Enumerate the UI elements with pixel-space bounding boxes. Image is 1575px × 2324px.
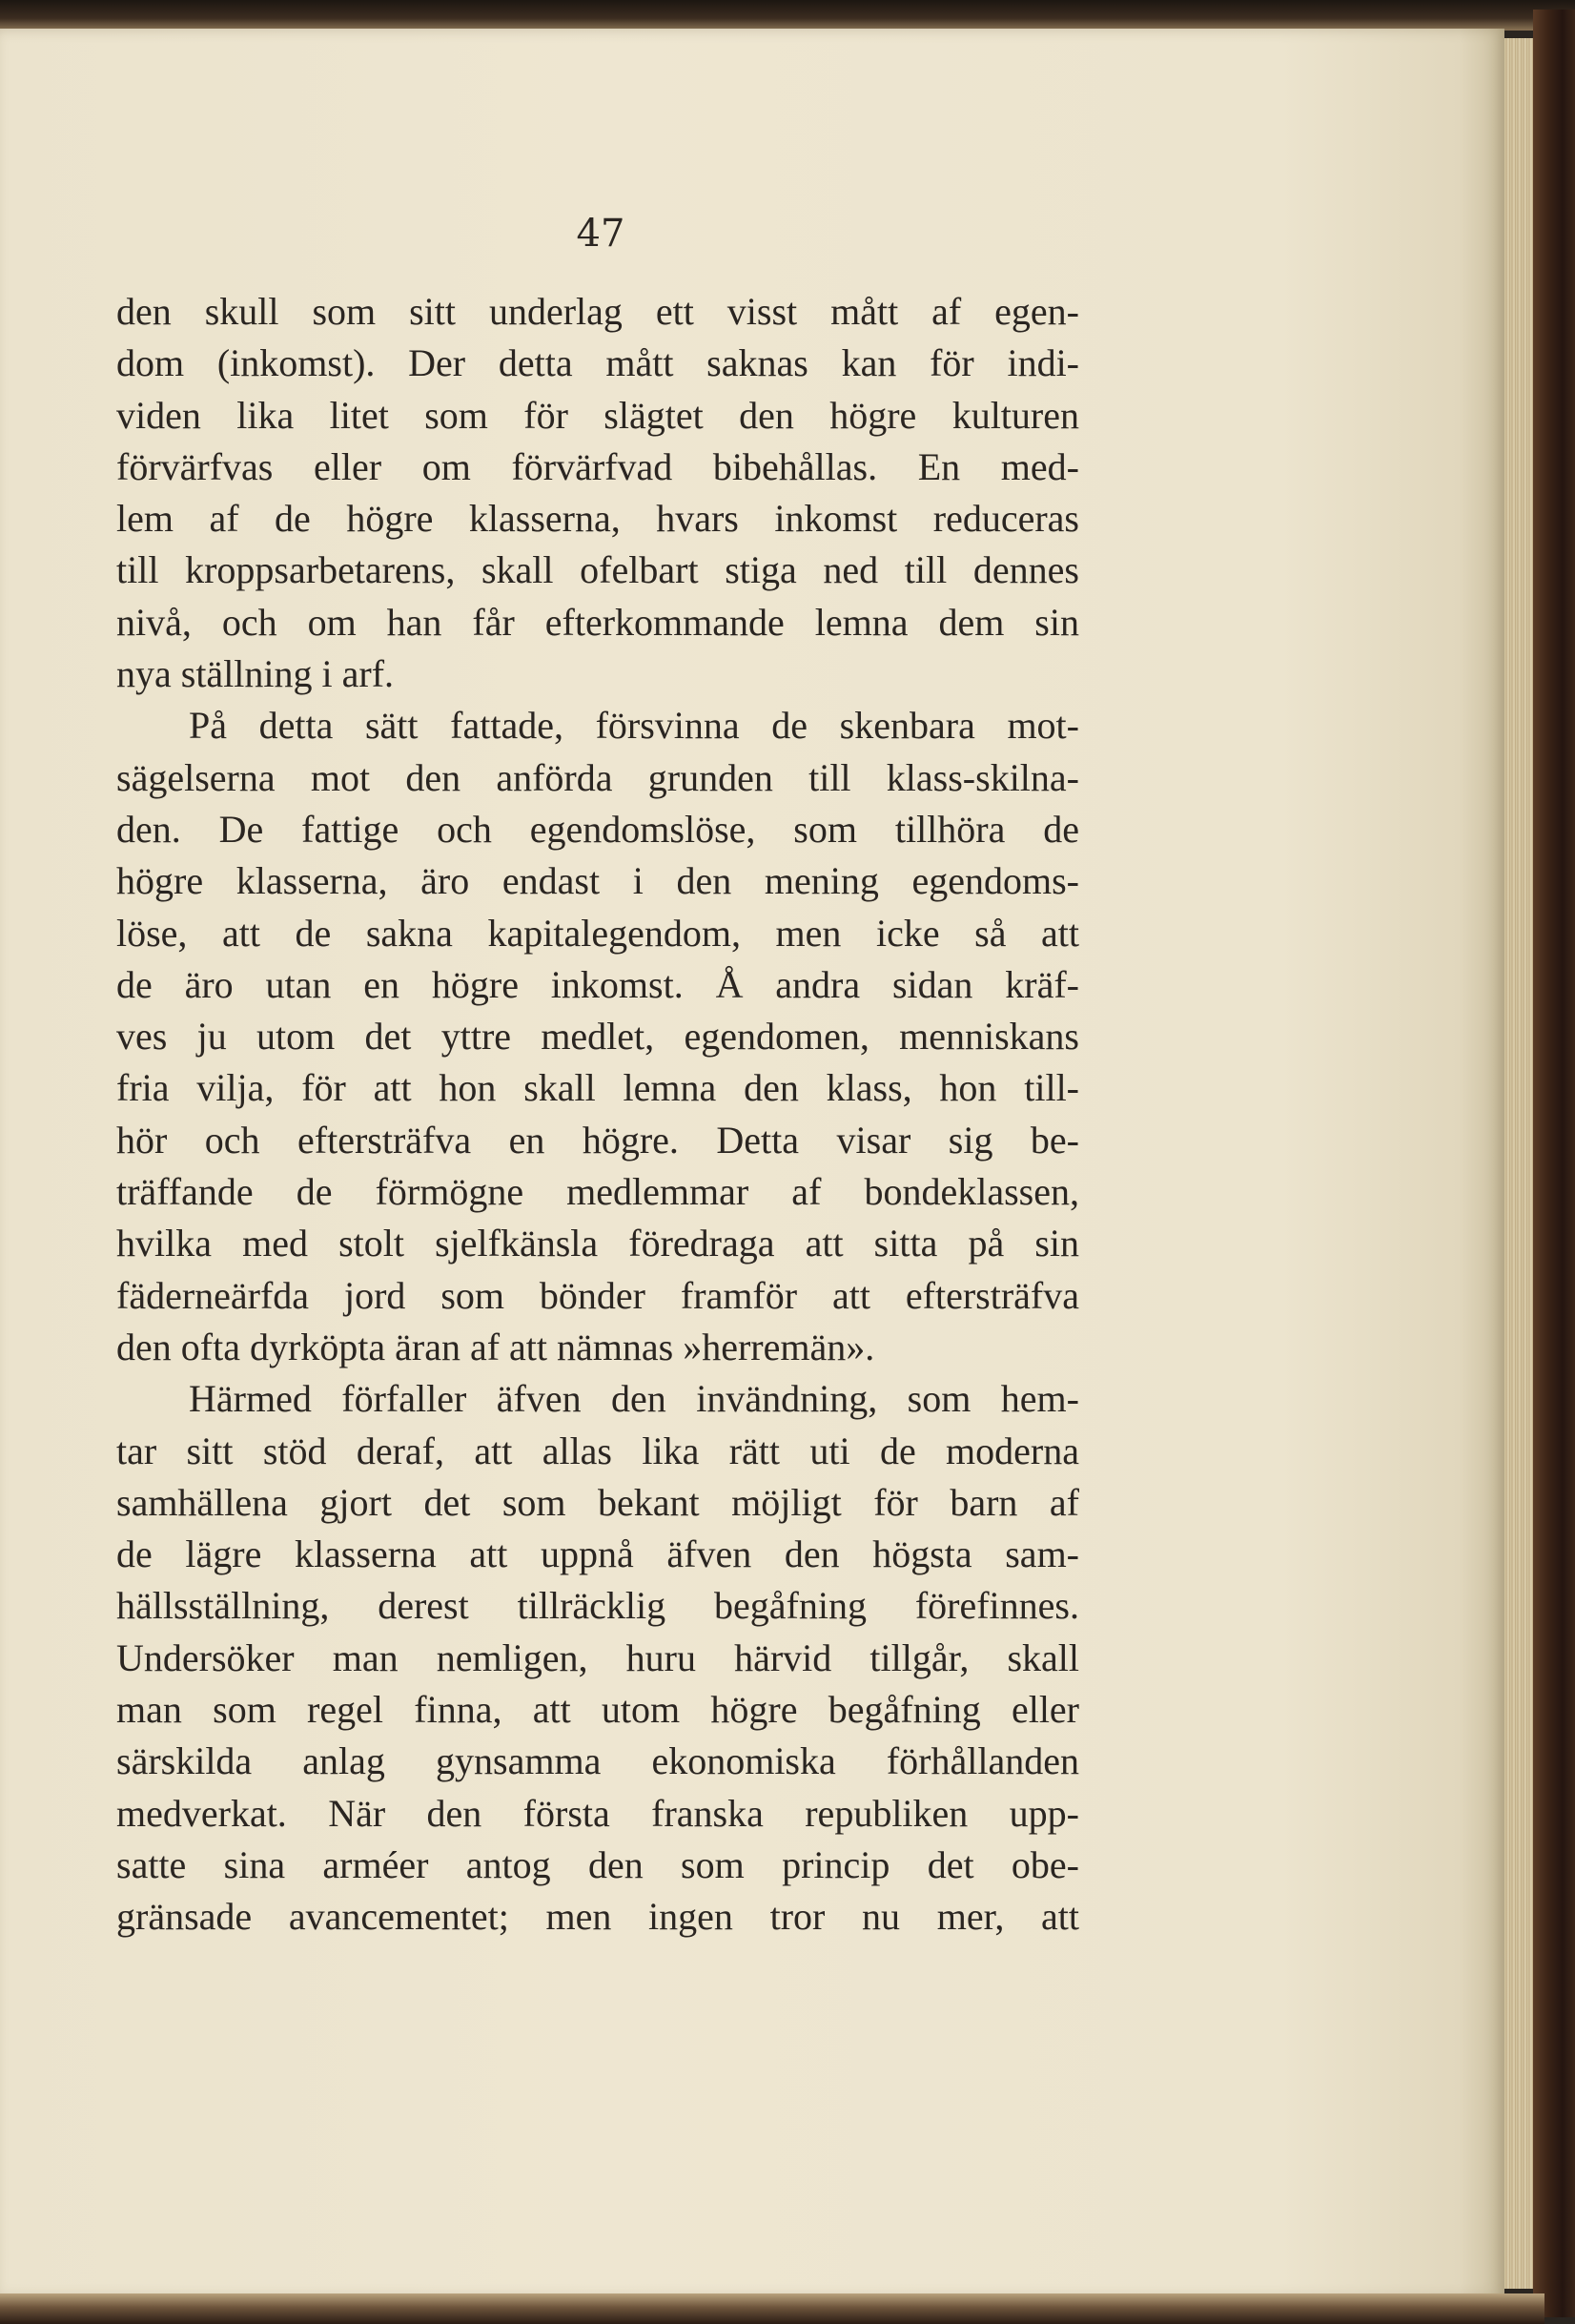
text-line: den skull som sitt underlag ett visst mått af egen-: [116, 290, 1079, 333]
text-line: satte sina arméer antog den som princip det obe-: [116, 1842, 1079, 1886]
text-line: hör och eftersträfva en högre. Detta visar sig be-: [116, 1118, 1079, 1162]
text-line: fäderneärfda jord som bönder framför att eftersträfva: [116, 1273, 1079, 1317]
text-line: medverkat. När den första franska republiken upp-: [116, 1791, 1079, 1835]
text-line: de lägre klasserna att uppnå äfven den högsta sam-: [116, 1532, 1079, 1576]
text-line: sägelserna mot den anförda grunden till klass-skilna-: [116, 755, 1079, 799]
text-line: den ofta dyrköpta äran af att nämnas »herremän».: [116, 1325, 875, 1368]
page-number: 47: [576, 212, 625, 256]
text-line: samhällena gjort det som bekant möjligt för barn af: [116, 1480, 1079, 1524]
text-line: löse, att de sakna kapitalegendom, men icke så att: [116, 911, 1079, 955]
text-line: Undersöker man nemligen, huru härvid tillgår, skall: [116, 1635, 1079, 1679]
text-line: På detta sätt fattade, försvinna de skenbara mot-: [189, 704, 1079, 748]
text-line: Härmed förfaller äfven den invändning, som hem-: [189, 1377, 1079, 1421]
text-line: lem af de högre klasserna, hvars inkomst reduceras: [116, 497, 1079, 541]
body-text: [116, 286, 1079, 1944]
text-line: ves ju utom det yttre medlet, egendomen, menniskans: [116, 1015, 1079, 1059]
book-cover-edge: [1533, 10, 1575, 2317]
bottom-book-edge: [0, 2293, 1544, 2324]
text-line: viden lika litet som för slägtet den högre kulturen: [116, 393, 1079, 437]
text-line: hvilka med stolt sjelfkänsla föredraga att sitta på sin: [116, 1222, 1079, 1265]
text-line: fria vilja, för att hon skall lemna den klass, hon till-: [116, 1066, 1079, 1110]
text-line: till kroppsarbetarens, skall ofelbart stiga ned till dennes: [116, 548, 1079, 592]
text-line: högre klasserna, äro endast i den mening egendoms-: [116, 859, 1079, 903]
text-line: nya ställning i arf.: [116, 652, 395, 696]
text-line: träffande de förmögne medlemmar af bondeklassen,: [116, 1170, 1079, 1214]
text-line: tar sitt stöd deraf, att allas lika rätt uti de moderna: [116, 1429, 1079, 1472]
text-line: man som regel finna, att utom högre begåfning eller: [116, 1688, 1079, 1732]
text-line: hällsställning, derest tillräcklig begåfning förefinnes.: [116, 1584, 1079, 1628]
page-fore-edge: [1504, 38, 1533, 2289]
text-line: nivå, och om han får efterkommande lemna dem sin: [116, 600, 1079, 644]
text-line: de äro utan en högre inkomst. Å andra sidan kräf-: [116, 962, 1079, 1006]
text-line: den. De fattige och egendomslöse, som tillhöra de: [116, 807, 1079, 851]
text-line: dom (inkomst). Der detta mått saknas kan för indi-: [116, 341, 1079, 385]
text-line: särskilda anlag gynsamma ekonomiska förhållanden: [116, 1739, 1079, 1783]
top-book-edge: [0, 0, 1575, 31]
text-line: gränsade avancementet; men ingen tror nu mer, att: [116, 1895, 1079, 1939]
text-line: förvärfvas eller om förvärfvad bibehållas. En med-: [116, 444, 1079, 488]
